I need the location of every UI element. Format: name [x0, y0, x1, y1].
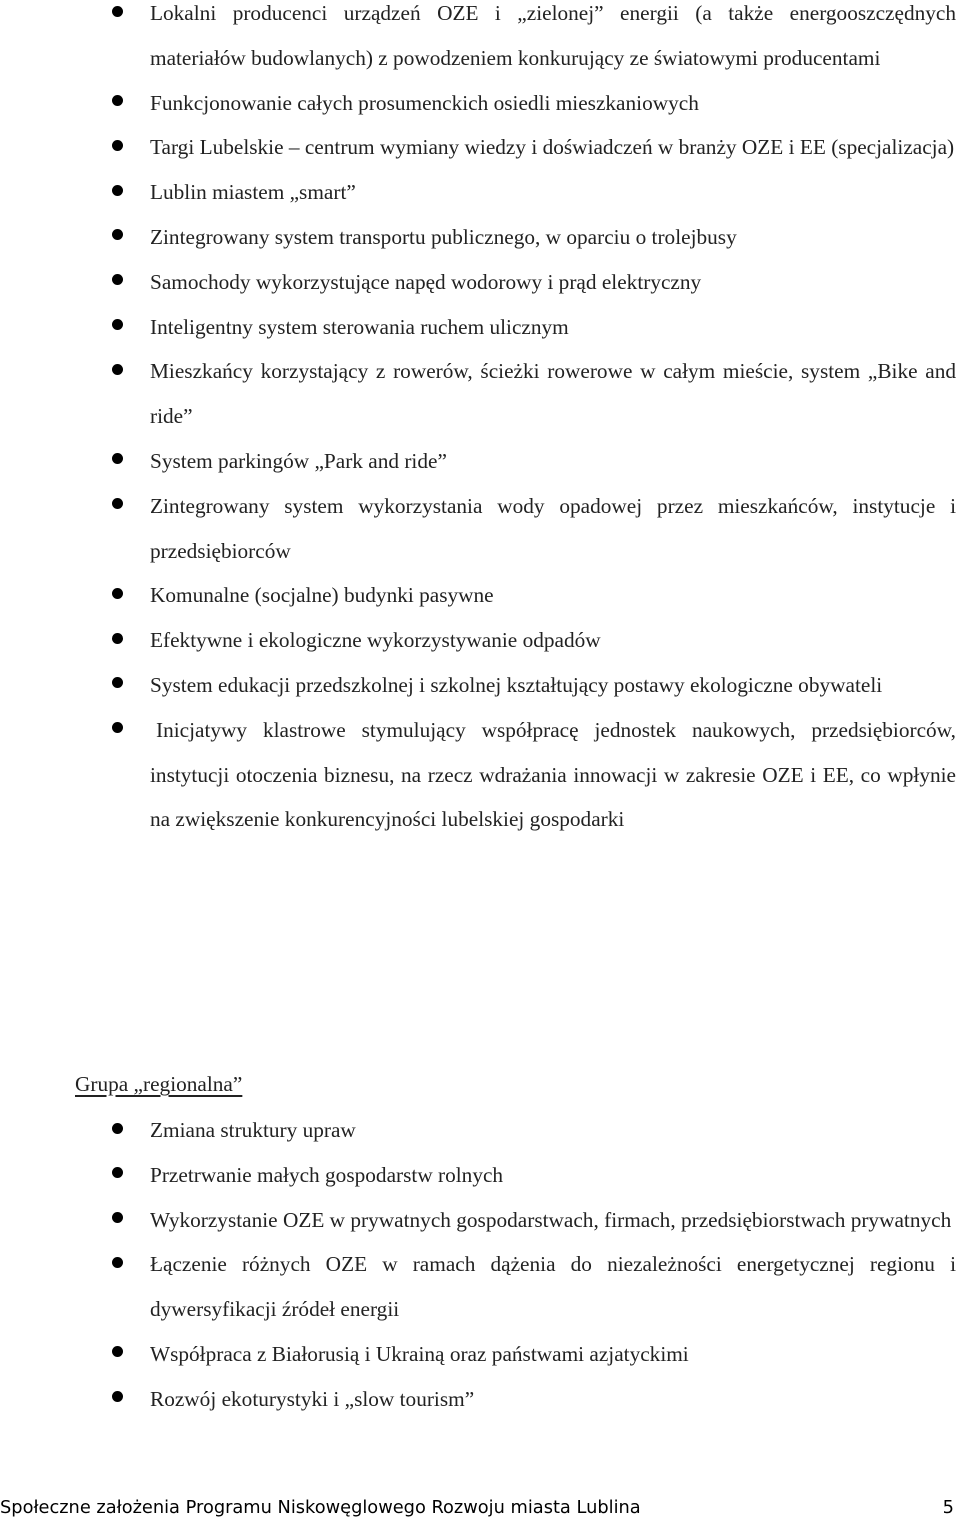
list-item-text: System parkingów „Park and ride”: [150, 448, 447, 473]
footer-title: Społeczne założenia Programu Niskowęglowego Rozwoju miasta Lublina: [0, 1497, 641, 1518]
list-item: [0, 0, 960, 81]
list-item: [0, 439, 960, 484]
list-item-text: Zmiana struktury upraw: [150, 1118, 356, 1142]
list-item: [0, 1108, 960, 1153]
regional-bullet-list: [0, 1108, 960, 1422]
list-item-text: Współpraca z Białorusią i Ukrainą oraz państwami azjatyckimi: [150, 1341, 689, 1366]
page-footer: [0, 1493, 960, 1523]
list-item: [0, 215, 960, 260]
list-item: [0, 305, 960, 350]
list-item-text: Przetrwanie małych gospodarstw rolnych: [150, 1162, 504, 1187]
list-item-text: Lublin miastem „smart”: [150, 180, 356, 205]
list-item-text: System edukacji przedszkolnej i szkolnej kształtujący postawy ekologiczne obywateli: [150, 672, 883, 697]
list-item: [0, 1242, 960, 1332]
list-item-text: Łączenie różnych OZE w ramach dążenia do niezależności energetycznej regionu i dywersyfikacji źródeł energii: [150, 1252, 956, 1322]
list-item-text: Rozwój ekoturystyki i „slow tourism”: [150, 1386, 475, 1411]
list-item: [0, 260, 960, 305]
list-item-text: Efektywne i ekologiczne wykorzystywanie odpadów: [150, 628, 601, 653]
list-item-text: Zintegrowany system wykorzystania wody opadowej przez mieszkańców, instytucje i przedsiębiorców: [150, 493, 956, 563]
list-item: [0, 1153, 960, 1198]
list-item: [0, 1198, 960, 1243]
list-item-text: Funkcjonowanie całych prosumenckich osiedli mieszkaniowych: [150, 90, 699, 115]
regional-group-heading: Grupa „regionalna”: [75, 1072, 243, 1096]
list-item: [0, 1332, 960, 1377]
list-item-text: Komunalne (socjalne) budynki pasywne: [150, 583, 494, 608]
list-item: [0, 573, 960, 618]
list-item-text: Zintegrowany system transportu publicznego, w oparciu o trolejbusy: [150, 224, 737, 249]
list-item: [0, 1377, 960, 1422]
list-item-text: Wykorzystanie OZE w prywatnych gospodarstwach, firmach, przedsiębiorstwach prywatnych: [150, 1207, 952, 1232]
list-item: [0, 125, 960, 170]
list-item: [0, 170, 960, 215]
list-item: [0, 349, 960, 439]
list-item-text: Inicjatywy klastrowe stymulujący współpracę jednostek naukowych, przedsiębiorców, instytucji otoczenia biznesu, na rzecz wdrażania innowacji w zakresie OZE i EE, co wpłynie na zwiększenie konkurencyjności lubelskiej gospodarki: [150, 717, 956, 832]
list-item: [0, 81, 960, 126]
page-number: 5: [942, 1497, 954, 1518]
list-item: [0, 484, 960, 574]
list-item: [0, 708, 960, 842]
list-item-text: Inteligentny system sterowania ruchem ulicznym: [150, 314, 569, 339]
list-item: [0, 663, 960, 708]
list-item-text: Mieszkańcy korzystający z rowerów, ścieżki rowerowe w całym mieście, system „Bike and ride”: [150, 359, 956, 429]
list-item-text: Samochody wykorzystujące napęd wodorowy i prąd elektryczny: [150, 269, 702, 294]
list-item-text: Lokalni producenci urządzeń OZE i „zielonej” energii (a także energooszczędnych materiałów budowlanych) z powodzeniem konkurujący ze światowymi producentami: [150, 1, 956, 70]
list-item-text: Targi Lubelskie – centrum wymiany wiedzy i doświadczeń w branży OZE i EE (specjalizacja): [150, 135, 955, 160]
list-item: [0, 618, 960, 663]
